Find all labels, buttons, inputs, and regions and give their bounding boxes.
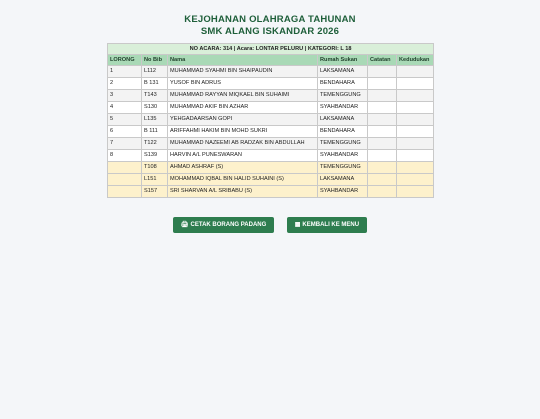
start-list-table xyxy=(107,43,434,198)
table-row xyxy=(108,102,434,114)
table-header xyxy=(108,55,434,66)
cell-lorong: 2 xyxy=(108,78,142,90)
cell-bib: T122 xyxy=(142,138,168,150)
cell-rumah: BENDAHARA xyxy=(318,78,368,90)
cell-lorong: 7 xyxy=(108,138,142,150)
column-header-rumah: Rumah Sukan xyxy=(318,55,368,66)
cell-lorong: 1 xyxy=(108,66,142,78)
cell-rumah: BENDAHARA xyxy=(318,126,368,138)
cell-catatan[interactable] xyxy=(368,162,397,174)
reserve-row xyxy=(108,162,434,174)
cell-bib: T108 xyxy=(142,162,168,174)
cell-lorong xyxy=(108,162,142,174)
cell-nama: YEHGADAARSAN GOPI xyxy=(168,114,318,126)
cell-catatan[interactable] xyxy=(368,174,397,186)
back-to-menu-button[interactable] xyxy=(287,217,367,233)
table-row xyxy=(108,150,434,162)
cell-rumah: SYAHBANDAR xyxy=(318,150,368,162)
reserve-row xyxy=(108,186,434,198)
cell-rumah: TEMENGGUNG xyxy=(318,138,368,150)
cell-nama: MOHAMMAD IQBAL BIN HALID SUHAINI (S) xyxy=(168,174,318,186)
cell-lorong xyxy=(108,174,142,186)
column-header-catatan: Catatan xyxy=(368,55,397,66)
start-list-panel xyxy=(107,43,433,198)
cell-kedudukan[interactable] xyxy=(397,174,434,186)
cell-rumah: SYAHBANDAR xyxy=(318,186,368,198)
cell-nama: SRI SHARVAN A/L SRIBABU (S) xyxy=(168,186,318,198)
cell-rumah: SYAHBANDAR xyxy=(318,102,368,114)
table-row xyxy=(108,78,434,90)
print-form-button[interactable] xyxy=(173,217,274,233)
cell-bib: S139 xyxy=(142,150,168,162)
cell-kedudukan[interactable] xyxy=(397,102,434,114)
cell-kedudukan[interactable] xyxy=(397,138,434,150)
cell-bib: T143 xyxy=(142,90,168,102)
event-info: NO ACARA: 314 | Acara: LONTAR PELURU | KATEGORI: L 18 xyxy=(108,44,434,55)
cell-bib: B 131 xyxy=(142,78,168,90)
cell-catatan[interactable] xyxy=(368,126,397,138)
cell-catatan[interactable] xyxy=(368,138,397,150)
cell-catatan[interactable] xyxy=(368,66,397,78)
event-info-row xyxy=(108,44,434,55)
cell-bib: L135 xyxy=(142,114,168,126)
cell-bib: S130 xyxy=(142,102,168,114)
cell-nama: ARIFFAHMI HAKIM BIN MOHD SUKRI xyxy=(168,126,318,138)
cell-rumah: LAKSAMANA xyxy=(318,114,368,126)
reserve-row xyxy=(108,174,434,186)
cell-rumah: TEMENGGUNG xyxy=(318,90,368,102)
table-row xyxy=(108,90,434,102)
cell-rumah: TEMENGGUNG xyxy=(318,162,368,174)
cell-catatan[interactable] xyxy=(368,90,397,102)
cell-kedudukan[interactable] xyxy=(397,186,434,198)
cell-kedudukan[interactable] xyxy=(397,78,434,90)
cell-bib: L112 xyxy=(142,66,168,78)
cell-nama: HARVIN A/L PUNESWARAN xyxy=(168,150,318,162)
event-title: KEJOHANAN OLAHRAGA TAHUNAN xyxy=(184,14,356,25)
cell-catatan[interactable] xyxy=(368,150,397,162)
cell-catatan[interactable] xyxy=(368,186,397,198)
printer-icon: 🖨 xyxy=(180,222,189,228)
table-row xyxy=(108,126,434,138)
print-form-label: CETAK BORANG PADANG xyxy=(190,222,267,228)
table-row xyxy=(108,114,434,126)
cell-rumah: LAKSAMANA xyxy=(318,174,368,186)
cell-kedudukan[interactable] xyxy=(397,150,434,162)
cell-catatan[interactable] xyxy=(368,102,397,114)
cell-nama: YUSOF BIN ADRUS xyxy=(168,78,318,90)
column-header-bib: No Bib xyxy=(142,55,168,66)
cell-rumah: LAKSAMANA xyxy=(318,66,368,78)
cell-bib: B 111 xyxy=(142,126,168,138)
cell-catatan[interactable] xyxy=(368,78,397,90)
cell-lorong: 4 xyxy=(108,102,142,114)
cell-nama: MUHAMMAD RAYYAN MIQKAEL BIN SUHAIMI xyxy=(168,90,318,102)
cell-nama: MUHAMMAD AKIF BIN AZHAR xyxy=(168,102,318,114)
cell-bib: L151 xyxy=(142,174,168,186)
cell-nama: AHMAD ASHRAF (S) xyxy=(168,162,318,174)
cell-kedudukan[interactable] xyxy=(397,90,434,102)
cell-nama: MUHAMMAD SYAHMI BIN SHAIPAUDIN xyxy=(168,66,318,78)
column-header-nama: Nama xyxy=(168,55,318,66)
cell-lorong xyxy=(108,186,142,198)
column-header-kedudukan: Kedudukan xyxy=(397,55,434,66)
action-bar xyxy=(0,213,540,233)
cell-lorong: 6 xyxy=(108,126,142,138)
menu-icon: ▦ xyxy=(294,222,301,228)
cell-nama: MUHAMMAD NAZEEMI AB RADZAK BIN ABDULLAH xyxy=(168,138,318,150)
school-title: SMK ALANG ISKANDAR 2026 xyxy=(200,26,340,37)
cell-kedudukan[interactable] xyxy=(397,114,434,126)
column-header-lorong: LORONG xyxy=(108,55,142,66)
cell-kedudukan[interactable] xyxy=(397,162,434,174)
cell-lorong: 8 xyxy=(108,150,142,162)
table-row xyxy=(108,138,434,150)
cell-lorong: 3 xyxy=(108,90,142,102)
back-to-menu-label: KEMBALI KE MENU xyxy=(302,222,360,228)
cell-lorong: 5 xyxy=(108,114,142,126)
cell-bib: S157 xyxy=(142,186,168,198)
cell-kedudukan[interactable] xyxy=(397,66,434,78)
cell-kedudukan[interactable] xyxy=(397,126,434,138)
table-row xyxy=(108,66,434,78)
cell-catatan[interactable] xyxy=(368,114,397,126)
